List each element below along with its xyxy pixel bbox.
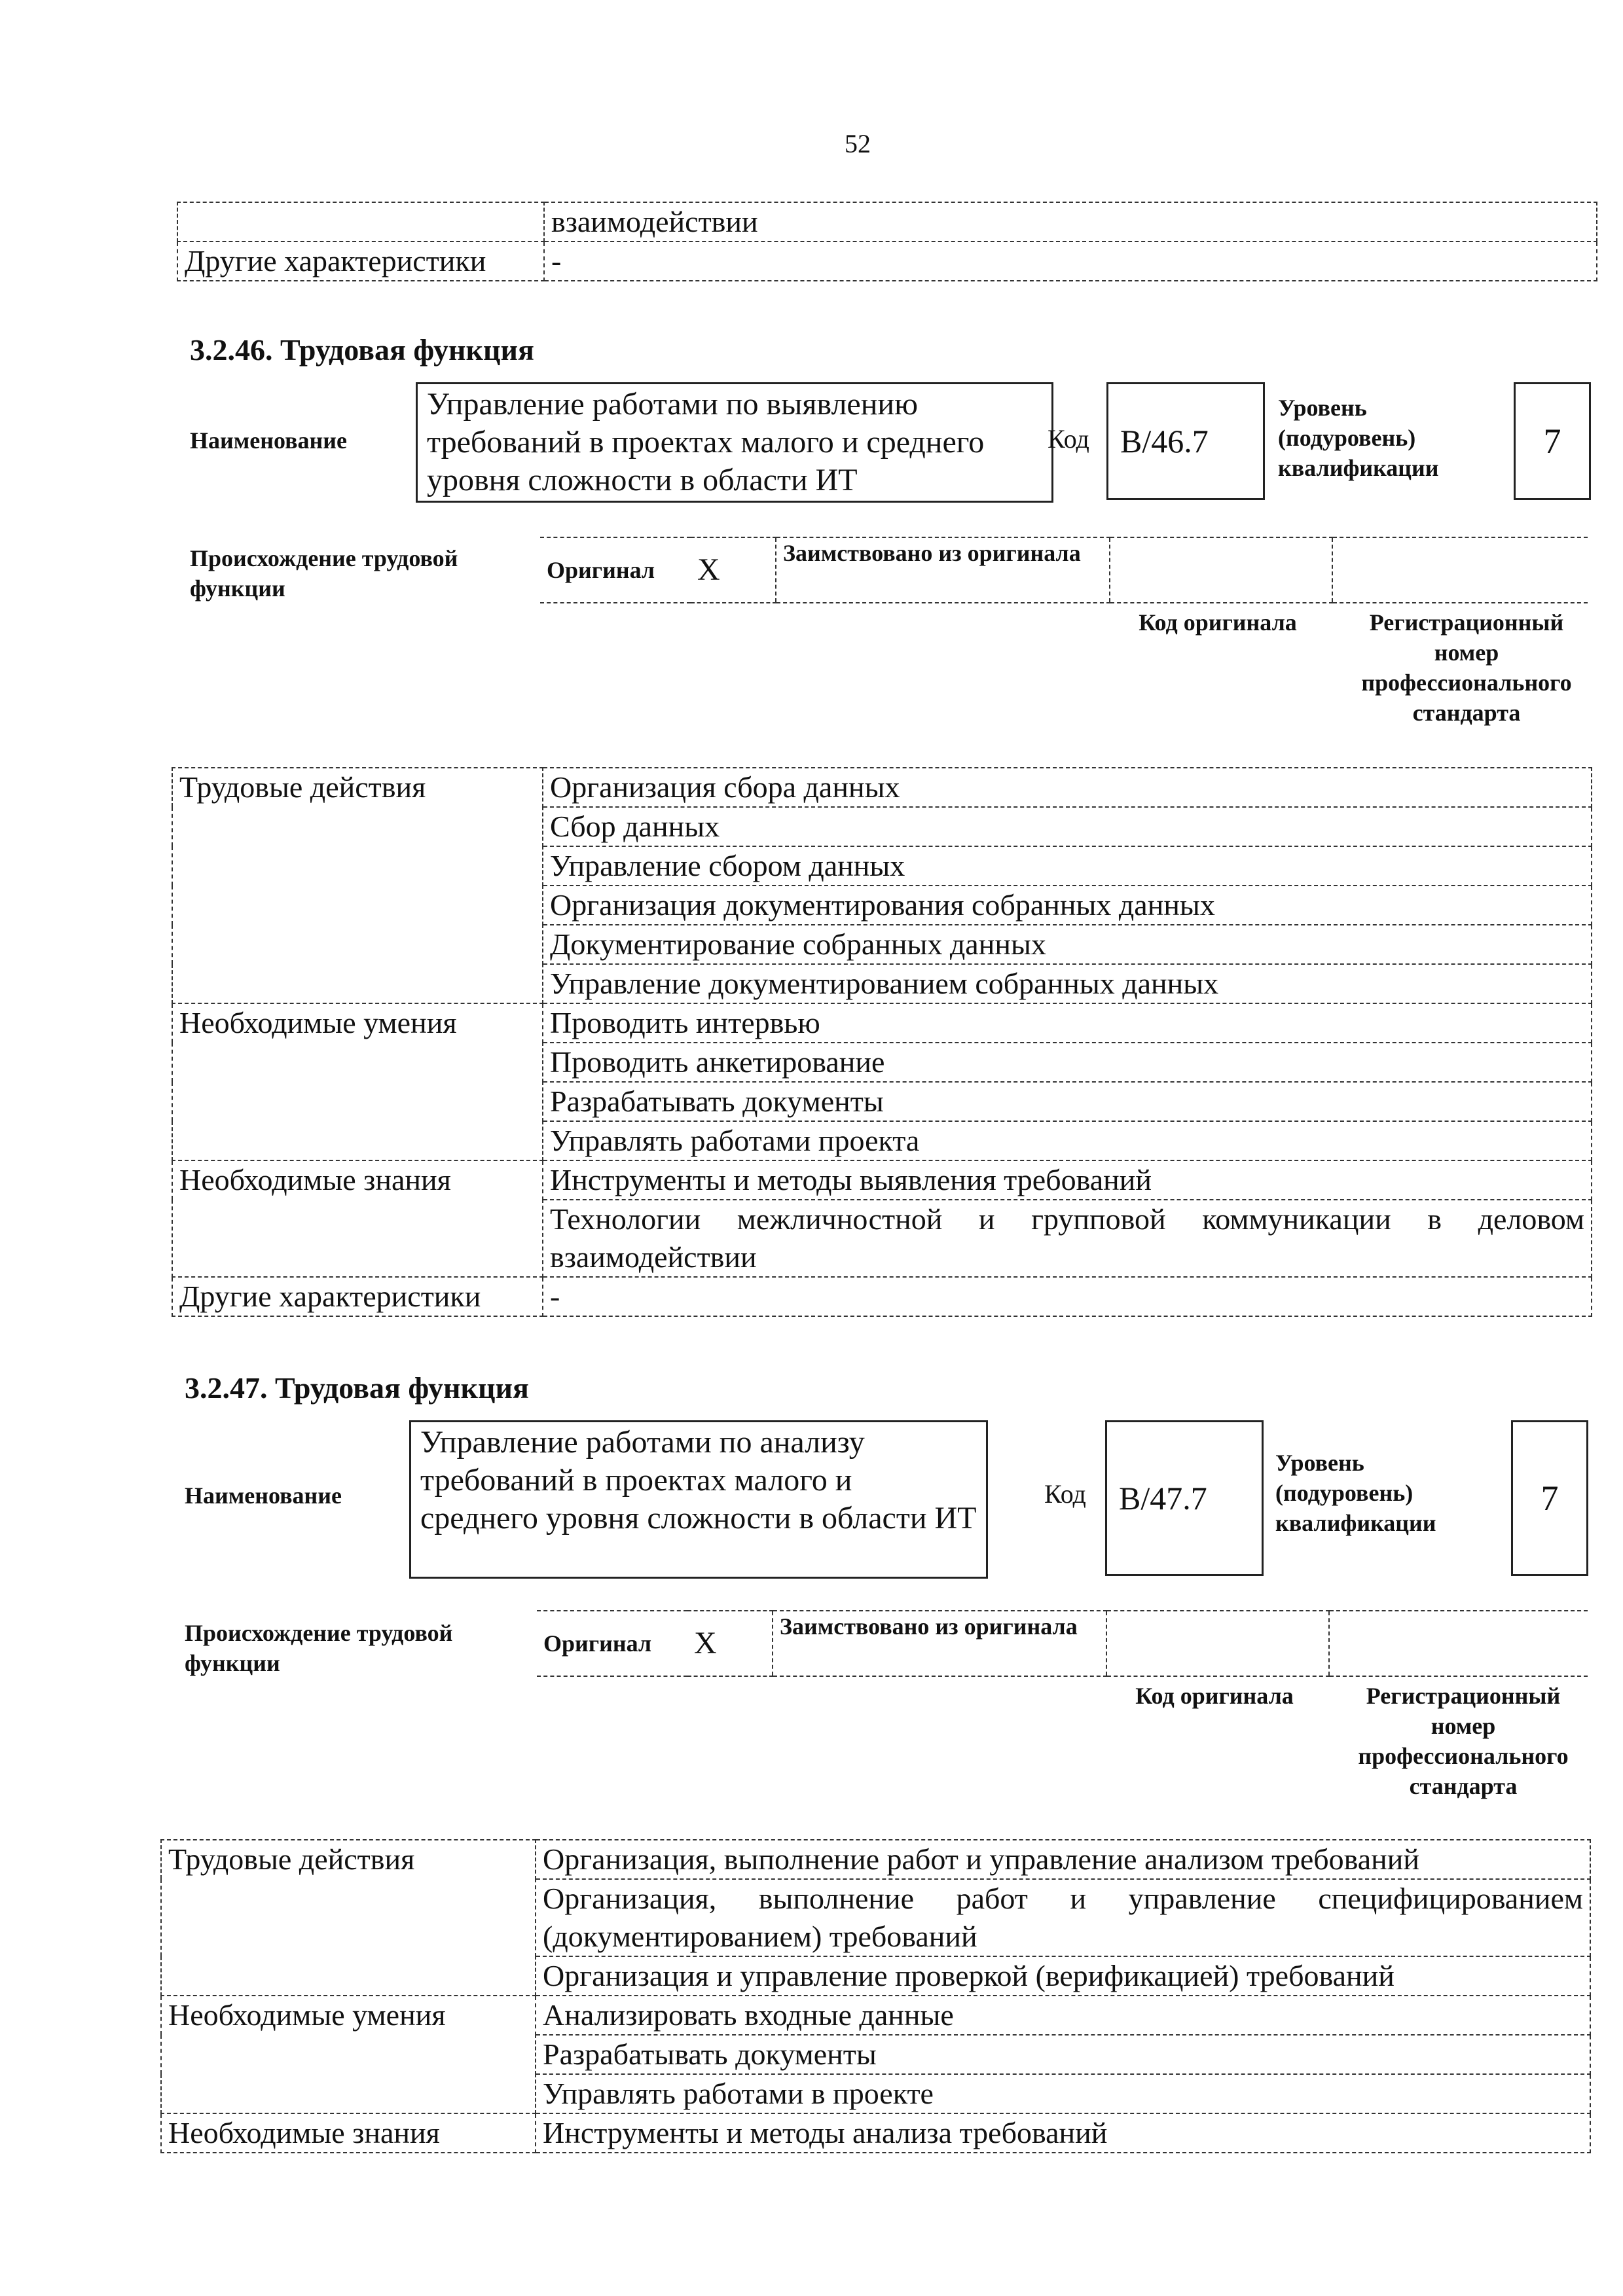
section-title: 3.2.46. Трудовая функция xyxy=(190,333,534,367)
list-item: Сбор данных xyxy=(543,807,1592,846)
list-item: Управление сбором данных xyxy=(543,846,1592,886)
code-original-cell xyxy=(1106,1611,1329,1676)
table-row xyxy=(172,1277,1592,1316)
level-label: Уровень (подуровень) квалификации xyxy=(1278,395,1439,481)
function-details-table xyxy=(160,1839,1591,2153)
skills-label: Необходимые умения xyxy=(161,1996,536,2113)
list-item: Анализировать входные данные xyxy=(536,1996,1590,2035)
function-name-box: Управление работами по анализу требований в проектах малого и среднего уровня сложности в области ИТ xyxy=(409,1420,988,1579)
list-item: Разрабатывать документы xyxy=(543,1082,1592,1121)
list-item: Документирование собранных данных xyxy=(543,925,1592,964)
table-row xyxy=(177,242,1597,281)
table-row xyxy=(172,768,1592,807)
row-label: Другие характеристики xyxy=(177,242,544,281)
reg-number-caption: Регистрационный номер профессионального стандарта xyxy=(1358,1683,1569,1799)
code-box: B/46.7 xyxy=(1106,382,1265,500)
borrowed-label: Заимствовано из оригинала xyxy=(776,537,1110,603)
section-title: 3.2.47. Трудовая функция xyxy=(185,1371,529,1405)
code-original-caption: Код оригинала xyxy=(1139,609,1297,636)
list-item: Организация документирования собранных данных xyxy=(543,886,1592,925)
code-label: Код xyxy=(1048,424,1089,454)
original-mark: X xyxy=(691,537,776,603)
name-label: Наименование xyxy=(190,427,347,454)
skills-label: Необходимые умения xyxy=(172,1003,543,1160)
page-number: 52 xyxy=(845,129,871,158)
list-item: Управлять работами в проекте xyxy=(536,2074,1590,2113)
other-value: - xyxy=(543,1277,1592,1316)
row-value: - xyxy=(544,242,1597,281)
list-item: Проводить анкетирование xyxy=(543,1043,1592,1082)
origin-table xyxy=(540,537,1588,603)
row-label xyxy=(177,202,544,242)
code-original-cell xyxy=(1110,537,1332,603)
table-row xyxy=(161,1840,1590,1879)
table-row xyxy=(172,1003,1592,1043)
actions-label: Трудовые действия xyxy=(161,1840,536,1996)
list-item: Инструменты и методы выявления требований xyxy=(543,1160,1592,1200)
reg-number-caption: Регистрационный номер профессионального стандарта xyxy=(1361,609,1572,726)
original-label: Оригинал xyxy=(537,1611,687,1676)
table-row xyxy=(177,202,1597,242)
table-row xyxy=(172,1160,1592,1200)
list-item: Разрабатывать документы xyxy=(536,2035,1590,2074)
row-value: взаимодействии xyxy=(544,202,1597,242)
list-item: Организация и управление проверкой (верификацией) требований xyxy=(536,1956,1590,1996)
function-name-box: Управление работами по выявлению требований в проектах малого и среднего уровня сложности в области ИТ xyxy=(416,382,1053,503)
other-label: Другие характеристики xyxy=(172,1277,543,1316)
list-item: Управление документированием собранных данных xyxy=(543,964,1592,1003)
actions-label: Трудовые действия xyxy=(172,768,543,1003)
code-box: B/47.7 xyxy=(1105,1420,1264,1576)
origin-label: Происхождение трудовой функции xyxy=(185,1620,453,1676)
knowledge-label: Необходимые знания xyxy=(172,1160,543,1277)
level-box: 7 xyxy=(1514,382,1591,500)
list-item: Организация сбора данных xyxy=(543,768,1592,807)
original-label: Оригинал xyxy=(540,537,691,603)
list-item: Проводить интервью xyxy=(543,1003,1592,1043)
list-item: Инструменты и методы анализа требований xyxy=(536,2113,1590,2153)
table-row xyxy=(161,2113,1590,2153)
list-item: Организация, выполнение работ и управление анализом требований xyxy=(536,1840,1590,1879)
reg-number-cell xyxy=(1332,537,1588,603)
level-label: Уровень (подуровень) квалификации xyxy=(1275,1450,1436,1536)
function-details-table xyxy=(172,767,1592,1317)
original-mark: X xyxy=(687,1611,773,1676)
reg-number-cell xyxy=(1329,1611,1588,1676)
list-item: Управлять работами проекта xyxy=(543,1121,1592,1160)
knowledge-label: Необходимые знания xyxy=(161,2113,536,2153)
origin-table xyxy=(537,1610,1588,1677)
name-label: Наименование xyxy=(185,1482,342,1509)
code-label: Код xyxy=(1044,1479,1086,1509)
list-item: Технологии межличностной и групповой коммуникации в деловом взаимодействии xyxy=(543,1200,1592,1277)
code-original-caption: Код оригинала xyxy=(1135,1683,1294,1709)
list-item: Организация, выполнение работ и управление специфицированием (документированием) требований xyxy=(536,1879,1590,1956)
level-box: 7 xyxy=(1511,1420,1588,1576)
continuation-table xyxy=(177,202,1597,281)
origin-label: Происхождение трудовой функции xyxy=(190,545,458,601)
borrowed-label: Заимствовано из оригинала xyxy=(773,1611,1106,1676)
table-row xyxy=(161,1996,1590,2035)
